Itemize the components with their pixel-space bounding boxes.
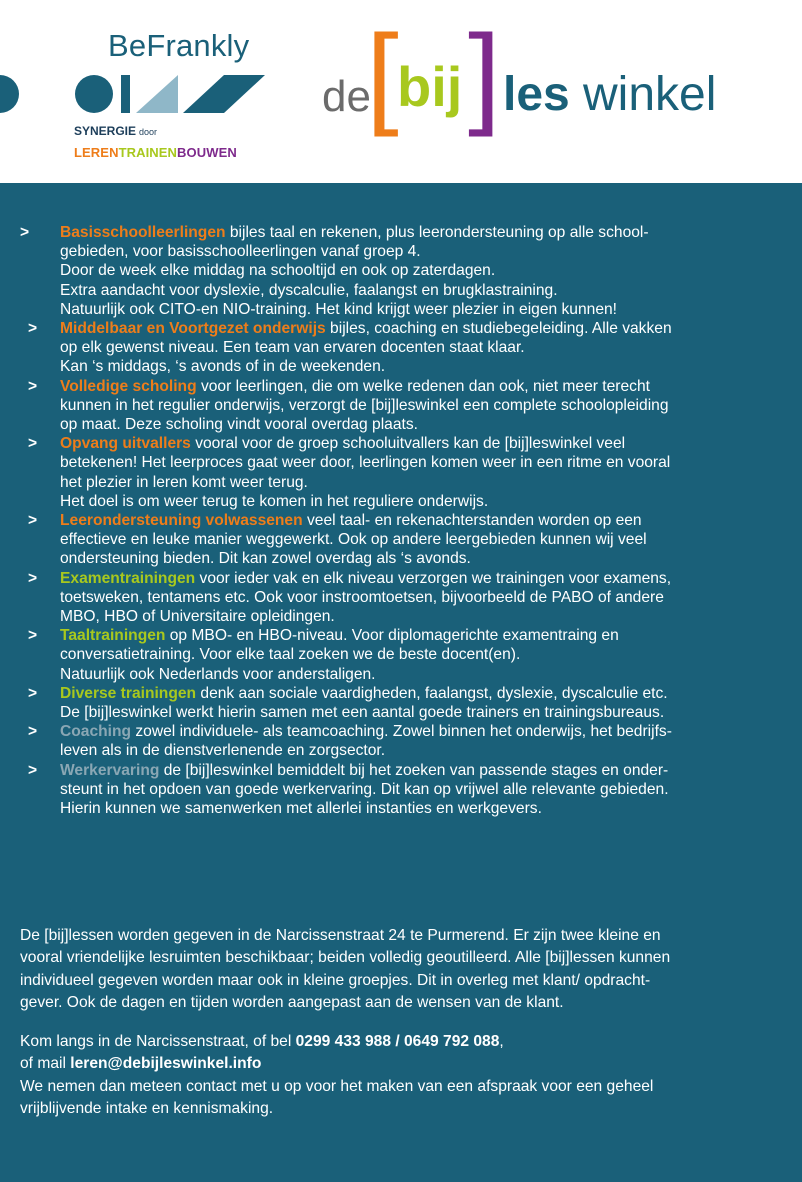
- service-text: toetsweken, tentamens etc. Ook voor instroomtoetsen, bijvoorbeeld de PABO of andere: [60, 588, 664, 606]
- befrankly-circle-shape: [75, 75, 113, 113]
- service-item: [20, 377, 790, 435]
- contact-text: of mail: [20, 1055, 71, 1073]
- befrankly-triangle-light-shape: [136, 75, 178, 113]
- leren-text: LEREN: [74, 145, 119, 160]
- service-text: bijles taal en rekenen, plus leerondersteuning op alle school-: [225, 224, 649, 241]
- synergie-text: SYNERGIE: [74, 124, 137, 138]
- service-title: Leerondersteuning volwassenen: [60, 512, 303, 530]
- service-title: Diverse trainingen: [60, 684, 197, 702]
- service-text: veel taal- en rekenachterstanden worden op een: [302, 512, 642, 530]
- service-text: voor leerlingen, die om welke redenen dan ook, niet meer terecht: [196, 377, 650, 395]
- service-text: denk aan sociale vaardigheden, faalangst, dyslexie, dyscalculie etc.: [196, 684, 668, 702]
- befrankly-shapes-icon: [0, 74, 270, 114]
- contact-phone-line: [20, 1031, 790, 1053]
- service-text: De [bij]leswinkel werkt hierin samen met een aantal goede trainers en trainingsbureaus.: [60, 704, 665, 722]
- bullet-arrow-icon: >: [20, 224, 30, 241]
- main-content: [0, 183, 802, 1182]
- service-text: bijles, coaching en studiebegeleiding. Alle vakken: [325, 320, 672, 338]
- service-item: [20, 223, 790, 319]
- service-text: de [bij]leswinkel bemiddelt bij het zoeken van passende stages en onder-: [159, 761, 669, 779]
- contact-text: Kom langs in de Narcissenstraat, of bel: [20, 1033, 296, 1050]
- location-text: individueel gegeven worden maar ook in kleine groepjes. Dit in overleg met klant/ opdracht-: [20, 971, 651, 989]
- befrankly-bar-shape: [121, 75, 130, 113]
- befrankly-parallelogram-shape: [183, 75, 265, 113]
- service-item: [20, 722, 790, 760]
- befrankly-tagline-synergie: [74, 124, 157, 138]
- service-title: Examentrainingen: [60, 569, 196, 587]
- trainen-text: TRAINEN: [118, 145, 178, 160]
- service-text: MBO, HBO of Universitaire opleidingen.: [60, 608, 335, 626]
- bullet-arrow-icon: >: [28, 723, 38, 741]
- services-list: [20, 223, 790, 818]
- service-text: effectieve en leuke manier weggewerkt. Ook op andere leergebieden kunnen wij veel: [60, 531, 647, 549]
- service-text: op maat. Deze scholing vindt vooral overdag plaats.: [60, 416, 418, 434]
- contact-text: vrijblijvende intake en kennismaking.: [20, 1100, 274, 1118]
- bullet-arrow-icon: >: [28, 377, 38, 395]
- service-text: conversatietraining. Voor elke taal zoeken we de beste docent(en).: [60, 646, 521, 664]
- service-title: Werkervaring: [60, 761, 160, 779]
- service-text: ondersteuning bieden. Dit kan zowel overdag als ‘s avonds.: [60, 550, 471, 568]
- logo-bracket-close: ]: [468, 20, 501, 138]
- service-text: steunt in het opdoen van goede werkervaring. Dit kan op vrijwel alle relevante gebieden.: [60, 780, 669, 798]
- location-text: vooral vriendelijke lesruimten beschikbaar; beiden volledig geoutilleerd. Alle [bij]lessen kunnen: [20, 949, 671, 967]
- service-text: het plezier in leren komt weer terug.: [60, 473, 308, 491]
- bouwen-text: BOUWEN: [177, 145, 237, 160]
- service-item: [20, 684, 790, 722]
- service-text: op elk gewenst niveau. Een team van ervaren docenten staat klaar.: [60, 339, 525, 357]
- bullet-arrow-icon: >: [28, 569, 38, 587]
- befrankly-title: BeFrankly: [108, 28, 250, 63]
- service-item: [20, 434, 790, 511]
- service-text: Hierin kunnen we samenwerken met allerlei instanties en werkgevers.: [60, 800, 542, 818]
- location-text: De [bij]lessen worden gegeven in de Narcissenstraat 24 te Purmerend. Er zijn twee kleine en: [20, 927, 661, 944]
- door-text: door: [139, 127, 158, 137]
- service-title: Basisschoolleerlingen: [60, 224, 226, 241]
- service-title: Taaltrainingen: [60, 627, 166, 645]
- service-text: betekenen! Het leerproces gaat weer door, leerlingen komen weer in een ritme en vooral: [60, 454, 671, 472]
- contact-email-line: [20, 1053, 790, 1075]
- service-title: Opvang uitvallers: [60, 435, 191, 453]
- befrankly-tagline-ltb: [74, 145, 237, 160]
- service-item: [20, 569, 790, 627]
- bullet-arrow-icon: >: [28, 761, 38, 779]
- location-text: gever. Ook de dagen en tijden worden aangepast aan de wensen van de klant.: [20, 994, 564, 1012]
- bullet-arrow-icon: >: [28, 435, 38, 453]
- location-paragraph: [20, 925, 790, 1015]
- service-text: vooral voor de groep schooluitvallers kan de [bij]leswinkel veel: [190, 435, 626, 453]
- logo-les-text: les: [503, 68, 570, 121]
- logo-bij-text: bij: [397, 55, 463, 118]
- service-title: Middelbaar en Voortgezet onderwijs: [60, 320, 326, 338]
- bijleswinkel-logo: [310, 20, 790, 140]
- service-text: Het doel is om weer terug te komen in het reguliere onderwijs.: [60, 492, 489, 510]
- service-text: Extra aandacht voor dyslexie, dyscalculie, faalangst en brugklastraining.: [60, 281, 558, 299]
- logo-winkel-text: winkel: [583, 68, 717, 121]
- bullet-arrow-icon: >: [28, 512, 38, 530]
- service-text: Door de week elke middag na schooltijd en ook op zaterdagen.: [60, 262, 496, 280]
- contact-paragraph: [20, 1031, 790, 1121]
- email-address: leren@debijleswinkel.info: [70, 1055, 262, 1073]
- service-title: Volledige scholing: [60, 377, 197, 395]
- contact-text: ,: [499, 1033, 504, 1050]
- service-text: Natuurlijk ook Nederlands voor anderstaligen.: [60, 665, 376, 683]
- page-header: [0, 0, 802, 183]
- service-text: op MBO- en HBO-niveau. Voor diplomagerichte examentraing en: [165, 627, 619, 645]
- service-text: leven als in de dienstverlenende en zorgsector.: [60, 742, 386, 760]
- service-item: [20, 761, 790, 819]
- logo-bracket-open: [: [366, 20, 399, 138]
- phone-numbers: 0299 433 988 / 0649 792 088: [295, 1033, 500, 1050]
- service-text: kunnen in het regulier onderwijs, verzorgt de [bij]leswinkel een complete schoolopleiding: [60, 396, 669, 414]
- service-item: [20, 511, 790, 569]
- bullet-arrow-icon: >: [28, 320, 38, 338]
- befrankly-half-circle-shape: [0, 75, 19, 113]
- service-title: Coaching: [60, 723, 132, 741]
- service-text: zowel individuele- als teamcoaching. Zowel binnen het onderwijs, het bedrijfs-: [131, 723, 672, 741]
- contact-text: We nemen dan meteen contact met u op voor het maken van een afspraak voor een geheel: [20, 1077, 654, 1095]
- bullet-arrow-icon: >: [28, 627, 38, 645]
- service-text: Natuurlijk ook CITO-en NIO-training. Het kind krijgt weer plezier in eigen kunnen!: [60, 300, 618, 318]
- service-text: gebieden, voor basisschoolleerlingen vanaf groep 4.: [60, 243, 421, 261]
- bullet-arrow-icon: >: [28, 684, 38, 702]
- service-item: [20, 626, 790, 684]
- logo-de-text: de: [322, 72, 371, 121]
- service-text: voor ieder vak en elk niveau verzorgen we trainingen voor examens,: [195, 569, 672, 587]
- service-item: [20, 319, 790, 377]
- service-text: Kan ‘s middags, ‘s avonds of in de weekenden.: [60, 358, 386, 376]
